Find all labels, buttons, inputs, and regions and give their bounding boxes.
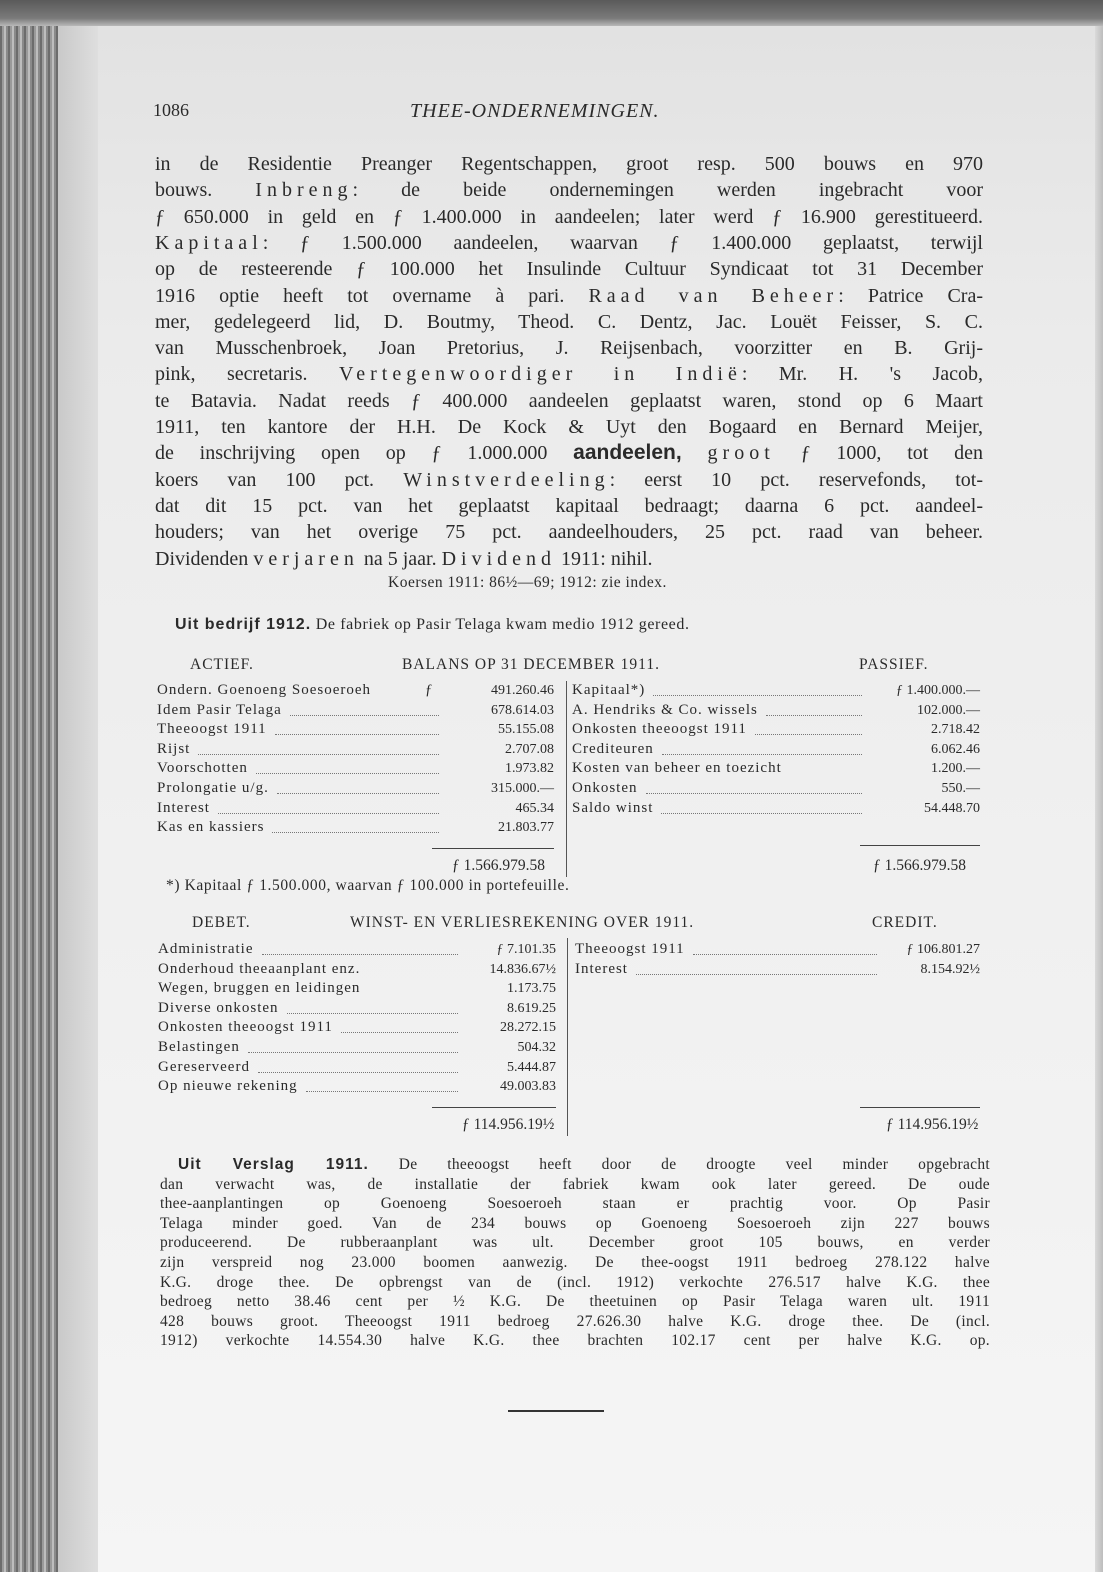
row-label: Crediteuren (572, 740, 654, 757)
text-line (155, 257, 983, 281)
verslag-text: Telaga minder goed. Van de 234 bouws op Goenoeng Soesoeroeh zijn 227 bouws (160, 1214, 990, 1232)
table-row (572, 740, 980, 759)
row-label: Onkosten theeoogst 1911 (572, 721, 747, 738)
dot-leader (766, 715, 862, 716)
dot-leader (275, 734, 439, 735)
verslag-text: bedroeg netto 38.46 cent per ½ K.G. De theetuinen op Pasir Telaga waren ult. 1911 (160, 1293, 990, 1311)
table-row (157, 818, 554, 837)
row-label: Kosten van beheer en toezicht (572, 760, 782, 777)
row-value: 2.707.08 (505, 741, 554, 757)
body-text: 1911: nihil. (556, 547, 653, 570)
dot-leader (636, 974, 877, 975)
row-value: 6.062.46 (931, 741, 980, 757)
table-row (157, 740, 554, 759)
verslag-text: produceerend. De rubberaanplant was ult. December groot 105 bouws, en verder (160, 1234, 990, 1252)
row-value: 504.32 (517, 1040, 556, 1055)
text-line (155, 205, 983, 229)
book-page-edges (0, 26, 58, 1572)
row-value: 1.973.82 (505, 761, 554, 777)
table-row (157, 759, 554, 778)
body-text: na 5 jaar. (358, 547, 442, 570)
row-value: 14.836.67½ (489, 961, 556, 977)
row-label: Voorschotten (157, 760, 248, 777)
table-row (157, 779, 554, 798)
table-row (158, 940, 556, 959)
text-line (155, 284, 983, 308)
body-text: bouws. (155, 179, 256, 202)
table-row (575, 960, 980, 979)
table-row (158, 1038, 556, 1057)
dot-leader (693, 954, 877, 955)
text-line (155, 415, 983, 439)
verslag-line (160, 1331, 990, 1351)
row-label: Rijst (157, 740, 191, 757)
verslag-label: Uit Verslag 1911. (178, 1156, 369, 1173)
verslag-line (160, 1194, 990, 1214)
row-value: 5.444.87 (507, 1059, 556, 1075)
row-label: Gereserveerd (158, 1058, 250, 1075)
body-text: : Mr. H. 's Jacob, (741, 363, 983, 386)
verslag-line (160, 1233, 990, 1253)
verslag-text: 1912) verkochte 14.554.30 halve K.G. thee brachten 102.17 cent per halve K.G. op. (160, 1332, 990, 1350)
body-text: 1911, ten kantore der H.H. De Kock & Uyt den Bogaard en Bernard Meijer, (155, 416, 983, 438)
passief-sum-rule (860, 845, 980, 846)
dot-leader (306, 1091, 458, 1092)
table-row (157, 681, 554, 700)
running-title: THEE-ONDERNEMINGEN. (410, 100, 660, 122)
body-text: : de beide ondernemingen werden ingebracht voor (352, 179, 983, 202)
emphasis-text: Winstverdeeling (403, 468, 610, 491)
row-label: Prolongatie u/g. (157, 780, 269, 796)
florin-sign: ƒ (425, 682, 434, 698)
row-value: ƒ 1.400.000.— (896, 683, 980, 698)
winst-credit-header: CREDIT. (872, 914, 938, 931)
dot-leader (662, 754, 862, 755)
row-value: 550.— (941, 781, 980, 796)
emphasis-text: verjaren (253, 547, 359, 570)
emphasis-text: Vertegenwoordiger in Indië (339, 363, 742, 386)
book-gutter (58, 26, 98, 1572)
row-value: 102.000.— (917, 702, 980, 718)
text-line (155, 362, 983, 386)
body-text: ƒ 650.000 in geld en ƒ 1.400.000 in aandeelen; later werd ƒ 16.900 gerestitueerd. (155, 205, 983, 228)
dot-leader (341, 1032, 458, 1033)
uit-bedrijf-label: Uit bedrijf 1912. (175, 616, 312, 633)
verslag-line (160, 1312, 990, 1332)
row-value: 491.260.46 (491, 683, 554, 698)
emphasis-text: groot (707, 442, 775, 465)
text-line (155, 152, 983, 176)
text-line (155, 468, 983, 492)
table-row (157, 720, 554, 739)
row-value: 8.154.92½ (920, 961, 980, 977)
balans-actief-header: ACTIEF. (190, 656, 254, 673)
body-text: in de Residentie Preanger Regentschappen, groot resp. 500 bouws en 970 (155, 153, 983, 175)
row-label: Theeoogst 1911 (575, 941, 685, 957)
row-value: 465.34 (515, 800, 554, 816)
text-line (155, 178, 983, 202)
dot-leader (661, 813, 862, 814)
body-text: de inschrijving open op ƒ 1.000.000 (155, 442, 574, 465)
row-value: 678.614.03 (491, 702, 554, 718)
verslag-line (160, 1175, 990, 1195)
total-passief: ƒ 1.566.979.58 (873, 857, 966, 874)
debet-sum-rule (432, 1107, 556, 1108)
table-row (572, 720, 980, 739)
section-end-rule (508, 1410, 604, 1412)
page-right-edge (1095, 26, 1103, 1572)
body-text: : Patrice Cra- (838, 284, 983, 307)
row-label: Onkosten (572, 780, 638, 796)
verslag-line (160, 1253, 990, 1273)
row-label: Diverse onkosten (158, 999, 279, 1016)
text-line (155, 547, 983, 571)
uit-bedrijf-text: De fabriek op Pasir Telaga kwam medio 1912 gereed. (311, 616, 690, 633)
table-row (158, 1077, 556, 1096)
scan-top-shadow (0, 0, 1103, 26)
row-label: Op nieuwe rekening (158, 1078, 298, 1095)
total-debet: ƒ 114.956.19½ (462, 1116, 555, 1133)
row-label: Idem Pasir Telaga (157, 701, 282, 718)
winst-title: WINST- EN VERLIESREKENING OVER 1911. (350, 914, 695, 931)
row-label: A. Hendriks & Co. wissels (572, 701, 758, 718)
page-number: 1086 (153, 100, 189, 120)
dot-leader (755, 734, 862, 735)
row-label: Saldo winst (572, 799, 654, 816)
dot-leader (248, 1052, 458, 1053)
koersen-line: Koersen 1911: 86½—69; 1912: zie index. (388, 574, 667, 591)
dot-leader (256, 773, 439, 774)
body-text: mer, gedelegeerd lid, D. Boutmy, Theod. C. Dentz, Jac. Louët Feisser, S. C. (155, 310, 983, 333)
verslag-text: 428 bouws groot. Theeoogst 1911 bedroeg 27.626.30 halve K.G. droge thee. De (incl. (160, 1312, 990, 1330)
body-text: op de resteerende ƒ 100.000 het Insulinde Cultuur Syndicaat tot 31 December (155, 258, 983, 281)
uit-bedrijf (175, 616, 690, 634)
text-line (155, 520, 983, 544)
emphasis-text: Kapitaal (155, 231, 263, 254)
body-text: : eerst 10 pct. reservefonds, tot- (609, 468, 983, 491)
text-line (155, 231, 983, 255)
row-value: 315.000.— (491, 781, 554, 796)
verslag-text: dan verwacht was, de installatie der fabriek kwam ook later gereed. De oude (160, 1175, 990, 1193)
row-value: 54.448.70 (924, 800, 980, 816)
dot-leader (258, 1072, 458, 1073)
body-text: ƒ 1000, tot den (774, 442, 983, 465)
row-label: Wegen, bruggen en leidingen (158, 980, 361, 997)
row-value: 21.803.77 (498, 820, 554, 836)
row-label: Interest (157, 799, 210, 816)
verslag-line (160, 1292, 990, 1312)
dot-leader (272, 832, 439, 833)
balans-passief-header: PASSIEF. (859, 656, 929, 673)
row-label: Kas en kassiers (157, 819, 265, 836)
emphasis-text: Raad van Beheer (588, 284, 839, 307)
row-value: 2.718.42 (931, 722, 980, 738)
row-label: Theeoogst 1911 (157, 721, 267, 738)
body-text: houders; van het overige 75 pct. aandeelhouders, 25 pct. raad van beheer. (155, 521, 983, 544)
dot-leader (277, 793, 439, 794)
body-text: pink, secretaris. (155, 363, 339, 386)
table-row (158, 999, 556, 1018)
row-value: 28.272.15 (500, 1020, 556, 1036)
table-row (158, 979, 556, 998)
table-row (157, 701, 554, 720)
emphasis-text: Inbreng (255, 179, 353, 202)
table-row (158, 960, 556, 979)
table-row (575, 940, 980, 959)
row-value: 49.003.83 (500, 1079, 556, 1095)
body-text: Dividenden (155, 547, 254, 570)
row-value: 1.200.— (931, 761, 980, 777)
dot-leader (290, 715, 439, 716)
row-label: Kapitaal*) (572, 682, 646, 698)
row-label: Ondern. Goenoeng Soesoeroeh (157, 682, 372, 698)
row-label: Belastingen (158, 1039, 240, 1055)
row-label: Onkosten theeoogst 1911 (158, 1019, 333, 1036)
row-value: 55.155.08 (498, 722, 554, 738)
total-credit: ƒ 114.956.19½ (886, 1116, 979, 1133)
verslag-text: thee-aanplantingen op Goenoeng Soesoeroeh staan er prachtig voor. Op Pasir (160, 1195, 990, 1213)
verslag-line (160, 1214, 990, 1234)
table-row (572, 779, 980, 798)
table-row (157, 799, 554, 818)
row-label: Interest (575, 960, 628, 977)
dot-leader (262, 954, 459, 955)
body-text: van Musschenbroek, Joan Pretorius, J. Reijsenbach, voorzitter en B. Grij- (155, 337, 983, 360)
row-value: ƒ 106.801.27 (906, 942, 980, 957)
verslag-text: De theeoogst heeft door de droogte veel minder opgebracht (368, 1156, 991, 1173)
emphasis-text: aandeelen, (573, 441, 682, 465)
dot-leader (198, 754, 439, 755)
balans-title: BALANS OP 31 DECEMBER 1911. (402, 656, 660, 673)
dot-leader (287, 1013, 458, 1014)
winst-divider (567, 938, 568, 1136)
dot-leader (653, 695, 862, 696)
text-line (155, 441, 983, 465)
text-line (155, 494, 983, 518)
emphasis-text: Dividend (441, 547, 557, 570)
dot-leader (218, 813, 439, 814)
verslag-line (178, 1155, 990, 1175)
body-text: 1916 optie heeft tot overname à pari. (155, 284, 589, 307)
body-text: dat dit 15 pct. van het geplaatst kapitaal bedraagt; daarna 6 pct. aandeel- (155, 494, 983, 517)
row-value: ƒ 7.101.35 (496, 942, 556, 957)
verslag-text: K.G. droge thee. De opbrengst van de (incl. 1912) verkochte 276.517 halve K.G. thee (160, 1273, 990, 1291)
credit-sum-rule (860, 1107, 980, 1108)
table-row (158, 1058, 556, 1077)
winst-debet-header: DEBET. (192, 914, 251, 931)
text-line (155, 389, 983, 413)
dot-leader (646, 793, 863, 794)
verslag-line (160, 1273, 990, 1293)
table-row (572, 681, 980, 700)
balans-footnote: *) Kapitaal ƒ 1.500.000, waarvan ƒ 100.000 in portefeuille. (166, 877, 570, 894)
body-text: : ƒ 1.500.000 aandeelen, waarvan ƒ 1.400.000 geplaatst, terwijl (262, 231, 983, 254)
table-row (572, 701, 980, 720)
body-text: koers van 100 pct. (155, 468, 404, 491)
total-actief: ƒ 1.566.979.58 (452, 857, 545, 874)
actief-sum-rule (432, 848, 554, 849)
row-value: 1.173.75 (507, 981, 556, 997)
table-row (572, 799, 980, 818)
table-row (572, 759, 980, 778)
text-line (155, 310, 983, 334)
verslag-text: zijn verspreid nog 23.000 boomen aanwezig. De thee-oogst 1911 bedroeg 278.122 halve (160, 1254, 990, 1271)
row-value: 8.619.25 (507, 1000, 556, 1016)
body-text (682, 442, 708, 464)
table-row (158, 1018, 556, 1037)
body-text: te Batavia. Nadat reeds ƒ 400.000 aandeelen geplaatst waren, stond op 6 Maart (155, 389, 983, 412)
text-line (155, 336, 983, 360)
row-label: Administratie (158, 941, 254, 957)
balans-divider (566, 681, 567, 877)
row-label: Onderhoud theeaanplant enz. (158, 960, 361, 977)
